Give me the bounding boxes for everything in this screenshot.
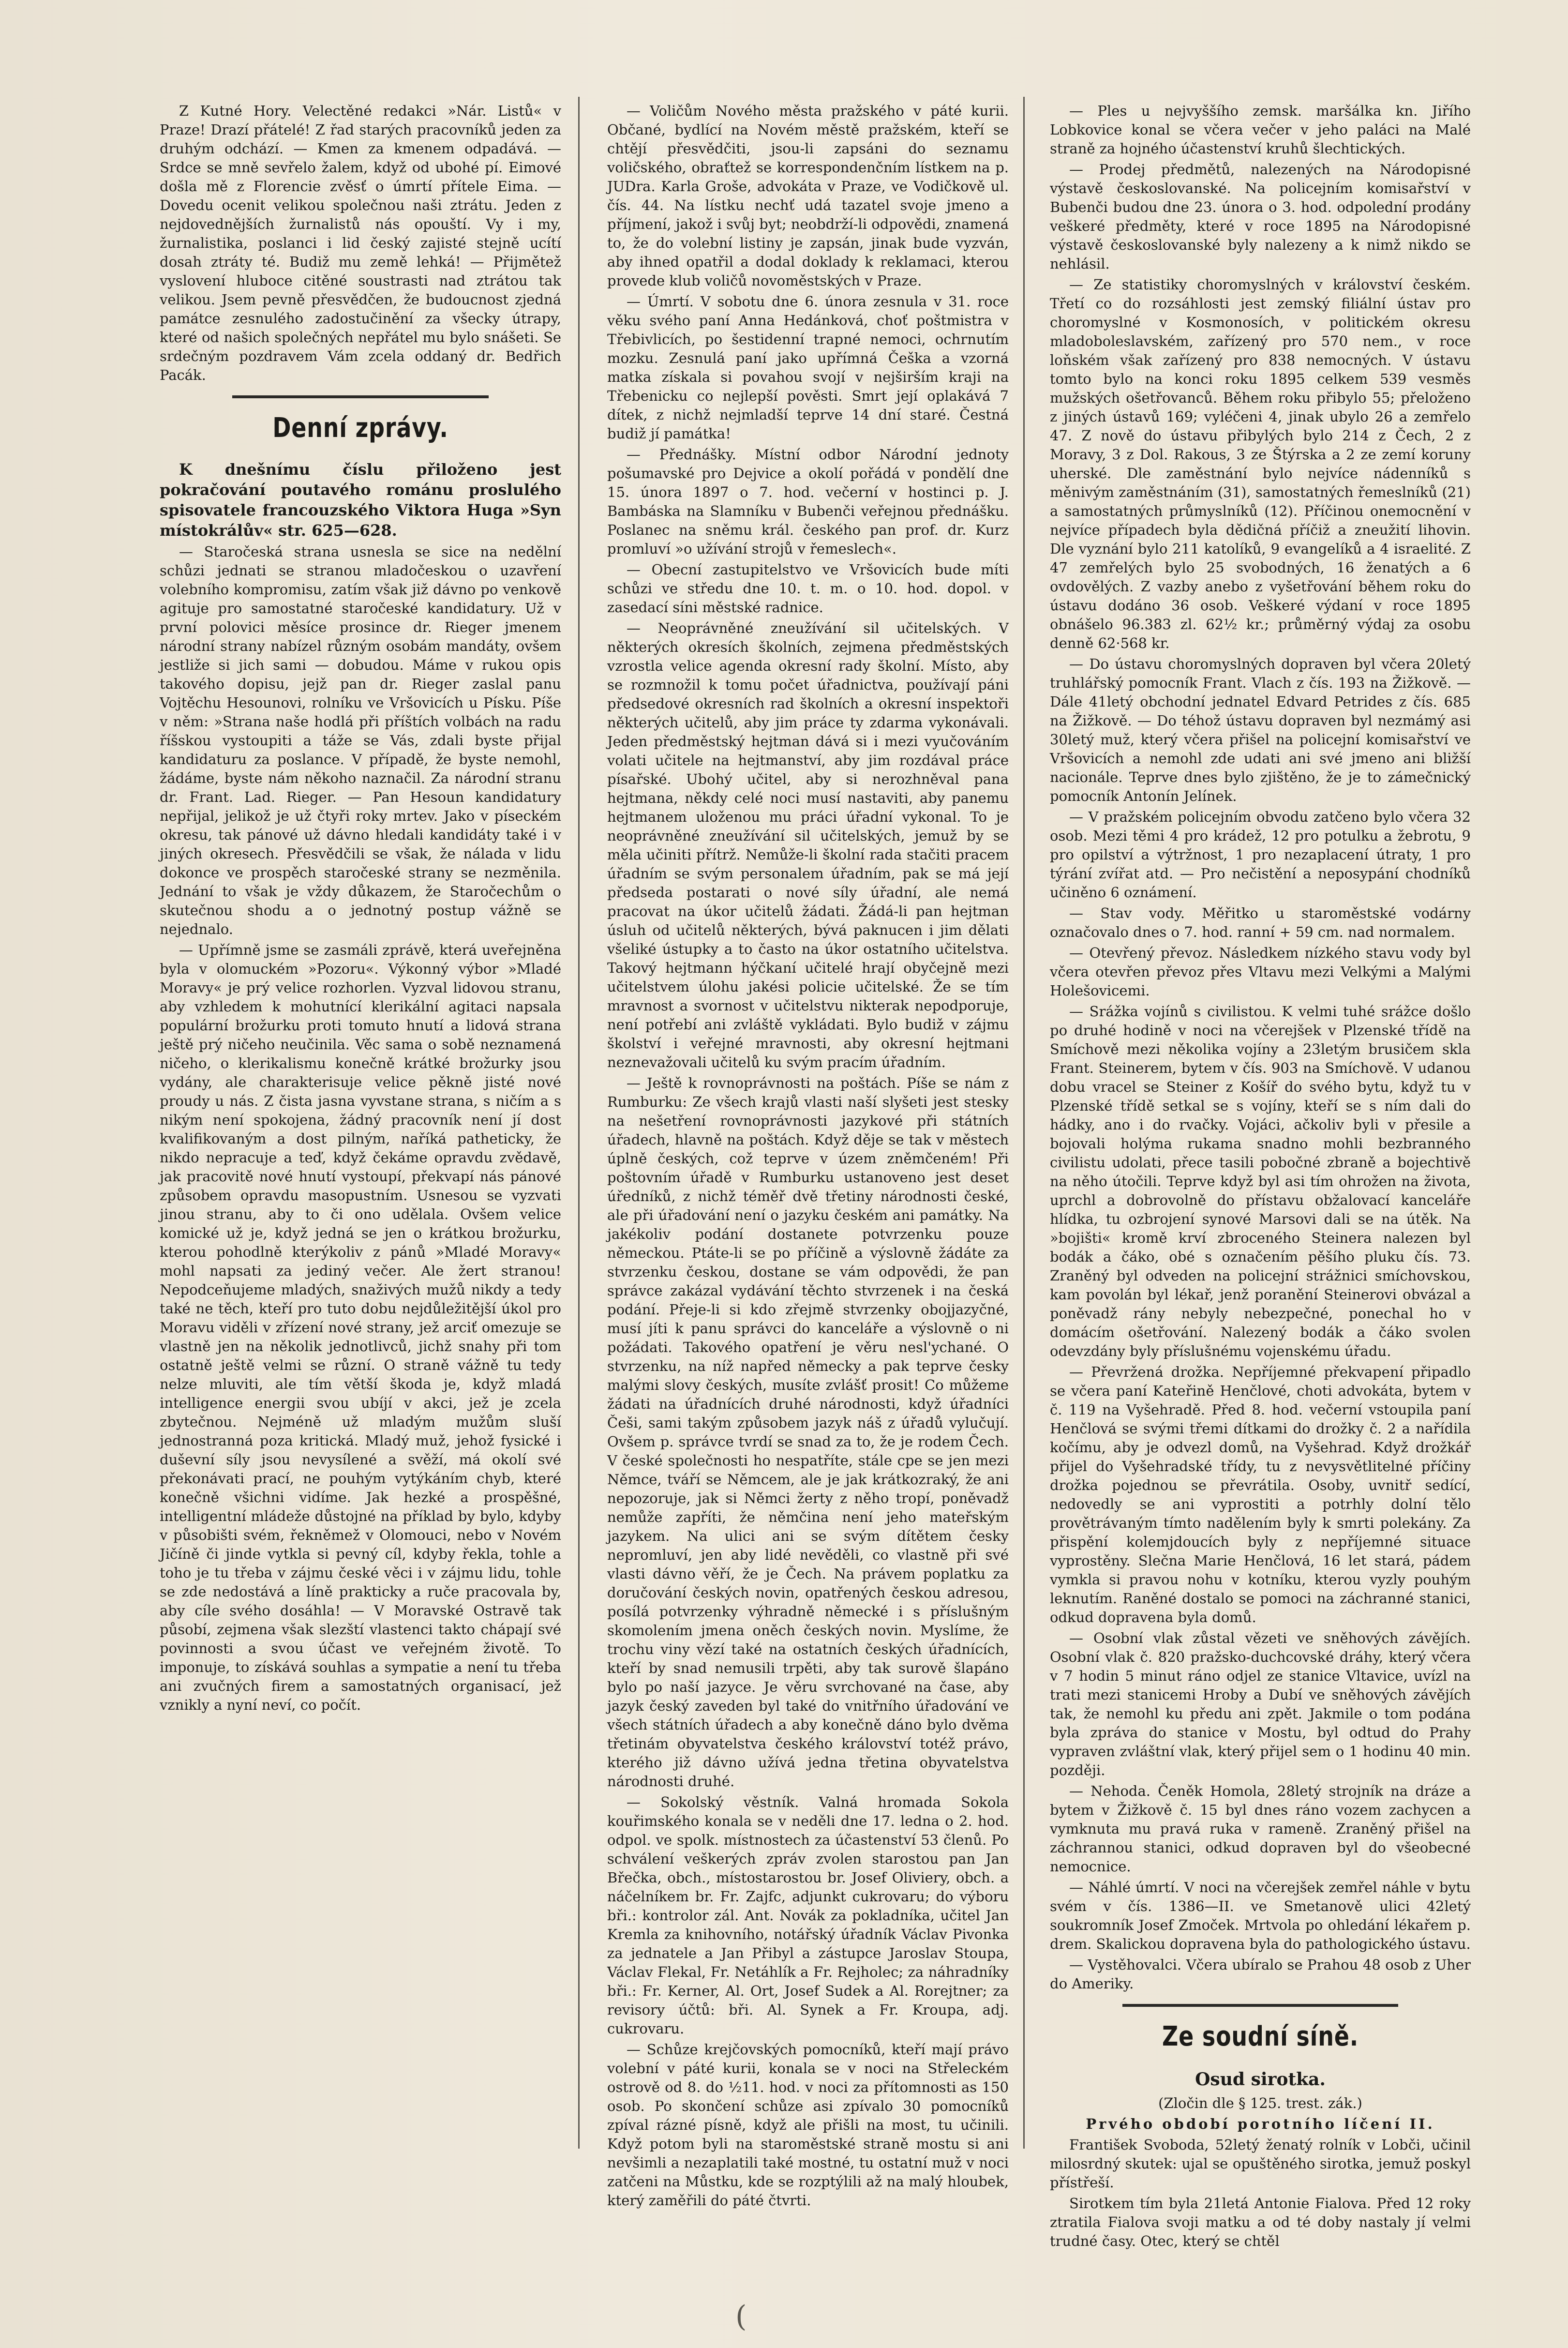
news-item: — Vystěhovalci. Včera ubíralo se Prahou 48 osob z Uher do Ameriky. xyxy=(1050,1957,1471,1992)
news-item: — Ples u nejvyššího zemsk. maršálka kn. Jiřího Lobkovice konal se včera večer v jeho paláci na Malé straně za hojného účastenství kruhů šlechtických. xyxy=(1050,103,1471,157)
news-item: — Přednášky. Místní odbor Národní jednoty pošumavské pro Dejvice a okolí pořádá v pondělí dne 15. února 1897 o 7. hod. večerní v hostinci p. J. Bambáska na Slamníku v Bubenči veřejnou přednášku. Poslanec na sněmu král. českého pan prof. dr. Kurz promluví »o užívání strojů v řemeslech«. xyxy=(607,446,1009,557)
article-title: Osud sirotka. xyxy=(1195,2069,1326,2090)
news-item: — Upřímně jsme se zasmáli zprávě, která uveřejněna byla v olomuckém »Pozoru«. Výkonný výbor »Mladé Moravy« je prý velice rozhorlen. Vyzval lidovou stranu, aby vzhledem k mohutnící klerikální agitaci napsala populární brožurku proti tomuto hnutí a lidová strana ještě prý ničeho neučinila. Věc sama o sobě neznamená ničeho, o klerikalismu konečně krátké brožurky jsou vydány, ale charakterisuje velice pěkně jisté nové proudy u nás. Z čista jasna vyvstane strana, s ničím a s nikým není spokojena, žádný pracovník není jí dost kvalifikovaným a dost pilným, naříká patheticky, že nikdo nepracuje a teď, když čekáme opravdu zvědavě, jak pracovitě nové hnutí vystoupí, překvapí nás pánové způsobem opravdu masopustním. Usnesou se vyzvati jinou stranu, aby to či ono udělala. Ovšem velice komické už je, když jedná se jen o krátkou brožurku, kterou pohodlně kterýkoliv z pánů »Mladé Moravy« mohl napsati za jediný večer. Ale žert stranou! Nepodceňujeme mladých, snaživých mužů nikdy a tedy také ne těch, kteří pro tuto dobu nejdůležitější úkol pro Moravu viděli v zřízení nové strany, jež arciť omezuje se vlastně jen na několik jednotlivců, jichž snahy při tom ostatně ještě velmi se různí. O straně vážně tu tedy nelze mluviti, ale tím větší škoda je, když mladá intelligence energii svou ubíjí v akci, jež je zcela zbytečnou. Nejméně už mladým mužům sluší jednostranná poza kritická. Mladý muž, jehož fysické i duševní síly jsou nevysílené a svěží, má okolí své překonávati prací, ne pouhým vytýkáním chyb, které konečně všichni vidíme. Jak hezké a prospěšné, intelligentní mládeže důstojné na příklad by bylo, kdyby v působišti svém, řekněmež v Olomouci, nebo v Novém Jičíně či jinde vytkla si pevný cíl, kdyby řekla, tohle a toho je tu třeba v zájmu české věci i v zájmu lidu, tohle se zde nedostává a líně prakticky a ruče pracovala by, aby cíle svého dosáhla! — V Moravské Ostravě tak působí, zejmena však slezští vlastenci takto chápají své povinnosti a svou účast ve veřejném životě. To imponuje, to získává souhlas a sympatie a není tu třeba ani zvučných firem a samostatných organisací, jež vznikly a nyní neví, co počít. xyxy=(160,942,561,1713)
article-paragraph: Sirotkem tím byla 21letá Antonie Fialova. Před 12 roky ztratila Fialova svoji matku a od té doby nastaly jí velmi trudné časy. Otec, který se chtěl xyxy=(1050,2195,1471,2249)
news-item: — Obecní zastupitelstvo ve Vršovicích bude míti schůzi ve středu dne 10. t. m. o 10. hod. dopol. v zasedací síni městské radnice. xyxy=(607,561,1009,616)
column-3 xyxy=(1050,102,1471,2249)
article-subtitle: (Zločin dle § 125. trest. zák.) xyxy=(1158,2095,1362,2111)
column-1 xyxy=(160,102,561,2153)
article-session: Prvého období porotního líčení II. xyxy=(1086,2116,1435,2132)
section-title: Ze soudní síně. xyxy=(1162,2021,1359,2052)
column-2 xyxy=(607,102,1009,2209)
news-item: — Voličům Nového města pražského v páté kurii. Občané, bydlící na Novém městě pražském, kteří se chtějí přesvědčiti, jsou-li zapsáni do seznamu voličského, obraťtež se korrespondenčním lístkem na p. JUDra. Karla Groše, advokáta v Praze, ve Vodičkově ul. čís. 44. Na lístku nechť udá tazatel svoje jmeno a příjmení, jakož i svůj byt; neobdrží-li odpovědi, znamená to, že do volební listiny je zapsán, jinak bude vyzván, aby ihned opatřil a dodal doklady k reklamaci, kterou provede klub voličů novoměstských v Praze. xyxy=(607,103,1009,289)
news-item: — Ze statistiky choromyslných v království českém. Třetí co do rozsáhlosti jest zemský filiální ústav pro choromyslné v Kosmonosích, v politickém okresu mladoboleslavském, zařízený pro 570 nem., v roce loňském však zařízený pro 838 nemocných. V ústavu tomto bylo na konci roku 1895 celkem 539 vesměs mužských ošetřovanců. Během roku přibylo 55; přeloženo z jiných ústavů 169; vyléčeni 4, jinak ubylo 26 a zemřelo 47. Z nově do ústavu přibylých bylo 214 z Čech, 2 z Moravy, 3 z Dol. Rakous, 3 ze Štýrska a 2 ze zemí koruny uherské. Dle zaměstnání bylo nejvíce nádenníků s měnivým zaměstnáním (31), samostatných řemeslníků (21) a samostatných průmyslníků (12). Příčinou onemocnění v nejvíce případech byla dědičná příčiž a zneužití lihovin. Dle vyznání bylo 211 katolíků, 9 evangelíků a 4 israelité. Z 47 zemřelých bylo 25 svobodných, 16 ženatých a 6 ovdovělých. Z vazby anebo z vyšetřování během roku do ústavu dodáno 36 osob. Veškeré výdaní v roce 1895 obnášelo 96.383 zl. 62½ kr.; průměrný výdaj za osobu denně 62·568 kr. xyxy=(1050,276,1471,651)
margin-mark: ( xyxy=(735,2300,747,2333)
news-item: — Převržená drožka. Nepříjemné překvapení připadlo se včera paní Kateřině Henčlové, choti advokáta, bytem v č. 119 na Vyšehradě. Před 8. hod. večerní vstoupila paní Henčlová se svými třemi dítkami do drožky č. 2 a nařídila kočímu, aby je odvezl domů, na Vyšehrad. Když drožkář přijel do Vyšehradské třídy, tu z nevysvětlitelné příčiny drožka pojednou se převrátila. Osoby, uvnitř sedící, nedovedly se ani vyprostiti a potrhly dolní tělo provětrávaným tímto nadělením byly k smrti polekány. Za přispění kolemjdoucích byly z nepříjemné situace vyprostěny. Slečna Marie Henčlová, 16 let stará, pádem vymkla si pravou nohu v kotníku, kterou vyzly pouhým leknutím. Raněné dostalo se pomoci na záchranné stanici, odkud dopravena byla domů. xyxy=(1050,1364,1471,1626)
section-divider xyxy=(232,395,489,398)
news-item: — Do ústavu choromyslných dopraven byl včera 20letý truhlářský pomocník Frant. Vlach z čís. 193 na Žižkově. — Dále 41letý obchodní jednatel Edvard Petrides z čís. 685 na Žižkově. — Do téhož ústavu dopraven byl nezmámý asi 30letý muž, který včera přišel na policejní komisařství ve Vršovicích a nemohl zde udati ani své jmeno ani bližší nacionále. Teprve dnes bylo zjištěno, že je to zámečnický pomocník Antonín Jelínek. xyxy=(1050,656,1471,804)
supplement-notice: K dnešnímu číslu přiloženo jest pokračování poutavého románu proslulého spisovatele francouzského Viktora Huga »Syn místokrálův« str. 625—628. xyxy=(160,460,561,540)
article-paragraph: František Svoboda, 52letý ženatý rolník v Lobči, učinil milosrdný skutek: ujal se opuštěného sirotka, jemuž poskyl přístřeší. xyxy=(1050,2137,1471,2191)
news-item: — Osobní vlak zůstal vězeti ve sněhových závějích. Osobní vlak č. 820 pražsko-duchcovské dráhy, který včera v 7 hodin 5 minut ráno odjel ze stanice Vltavice, uvízl na trati mezi stanicemi Hroby a Dubí ve sněhových závějích tak, že nemohl ku předu ani zpět. Jakmile o tom podána byla zpráva do stanice v Mostu, byl odtud do Prahy vypraven zvláštní vlak, který přijel sem o 1 hodinu 40 min. později. xyxy=(1050,1630,1471,1778)
news-item: — Stav vody. Měřitko u staroměstské vodárny označovalo dnes o 7. hod. ranní + 59 cm. nad normalem. xyxy=(1050,905,1471,940)
news-item: — Sokolský věstník. Valná hromada Sokola kouřimského konala se v neděli dne 17. ledna o 2. hod. odpol. ve spolk. místnostech za účastenství 53 členů. Po schválení veškerých zpráv zvolen starostou pan Jan Břečka, obch., místostarostou br. Josef Oliviery, obch. a náčelníkem br. Fr. Zajfc, adjunkt cukrovaru; do výboru bři.: kontrolor zál. Ant. Novák za pokladníka, učitel Jan Kremla za knihovního, notářský úřadník Václav Pivonka za jednatele a Jan Přibyl a zástupce Jaroslav Stoupa, Václav Flekal, Fr. Netáhlík a Fr. Rejholec; za náhradníky bři.: Fr. Kerner, Al. Ort, Josef Sudek a Al. Rorejtner; za revisory účtů: bři. Al. Synek a Fr. Kroupa, adj. cukrovaru. xyxy=(607,1794,1009,2037)
news-item: — V pražském policejním obvodu zatčeno bylo včera 32 osob. Mezi těmi 4 pro krádež, 12 pro potulku a žebrotu, 9 pro opilství a výtržnost, 1 pro nezaplacení útraty, 1 pro týrání zvířat atd. — Pro nečistění a neposypání chodníků učiněno 6 oznámení. xyxy=(1050,809,1471,901)
news-item: — Otevřený převoz. Následkem nízkého stavu vody byl včera otevřen převoz přes Vltavu mezi Velkými a Malými Holešovicemi. xyxy=(1050,945,1471,999)
section-title: Denní zprávy. xyxy=(272,412,448,444)
letter-kutna-hora: Z Kutné Hory. Velectěné redakci »Nár. Listů« v Praze! Drazí přátelé! Z řad starých pracovníků jeden za druhým odchází. — Kmen za kmenem odpadává. — Srdce se mně sevřelo žalem, když od ubohé pí. Eimové došla mě z Florencie zvěsť o úmrtí přítele Eima. — Dovedu ocenit velikou společnou naši ztrátu. Jeden z nejdovednějších žurnalistů nás opouští. Vy i my, žurnalistika, poslanci i lid český zajisté stejně ucítí dosah ztráty té. Budiž mu země lehká! — Přijmětež vyslovení hluboce citěné soustrasti nad ztrátou tak velikou. Jsem pevně přesvědčen, že budoucnost zjedná památce zesnulého zadostučinění za všecky útrapy, které od našich společných nepřátel mu bylo snášeti. Se srdečným pozdravem Vám zcela oddaný dr. Bedřich Pacák. xyxy=(160,103,561,383)
news-item: — Náhlé úmrtí. V noci na včerejšek zemřel náhle v bytu svém v čís. 1386—II. ve Smetanově ulici 42letý soukromník Josef Zmoček. Mrtvola po ohledání lékařem p. drem. Skalickou dopravena byla do pathologického ústavu. xyxy=(1050,1879,1471,1952)
news-item: — Schůze krejčovských pomocníků, kteří mají právo volební v páté kurii, konala se v noci na Střeleckém ostrově od 8. do ½11. hod. v noci za přítomnosti as 150 osob. Po skončení schůze asi zpívalo 30 pomocníků zpíval rázné písně, když ale přišli na most, tu učinili. Když potom byli na staroměstské straně mostu si ani nevšimli a nezaplatili také mostné, tu ostatní muž v noci zatčeni na Můstku, kde se rozptýlili až na malý hloubek, který zaměřili do páté čtvrti. xyxy=(607,2041,1009,2209)
news-item: — Úmrtí. V sobotu dne 6. února zesnula v 31. roce věku svého paní Anna Hedánková, choť poštmistra v Třebivlicích, po šestidenní trapné nemoci, ochrnutím mozku. Zesnulá paní jako upřímná Češka a vzorná matka získala si povahou svojí v nejširším kraji na Třebenicku co nejlepší pověsti. Smrt její oplakává 7 dítek, z nichž nejmladší teprve 14 dní staré. Čestná budiž jí památka! xyxy=(607,293,1009,442)
column-rule xyxy=(578,97,580,2149)
news-item: — Ještě k rovnoprávnosti na poštách. Píše se nám z Rumburku: Ze všech krajů vlasti naší slyšeti jest stesky na nešetření rovnoprávnosti jazykové při státních úřadech, hlavně na poštách. Když děje se tak v městech úplně českých, což teprve v územ zněmčeném! Při poštovním úřadě v Rumburku ustanoveno jest deset úředníků, z nichž téměř dvě třetiny národnosti české, ale při úřadování není o jazyku českém ani památky. Na jakékoliv podání dostanete potvrzenku pouze německou. Ptáte-li se po příčině a výslovně žádáte za stvrzenku českou, dostane se vám odpovědi, že pan správce zakázal vydávání těchto stvrzenek i na česká podání. Přeje-li si kdo zřejmě stvrzenky obojjazyčné, musí jíti k panu správci do kanceláře a výslovně o ni požádati. Takového opatření je věru nesl'ychané. O stvrzenku, na níž napřed německy a pak teprve česky malými slovy českých, musíte zvlášť prosit! Co můžeme žádati na úřadnících druhé národnosti, když úřadníci Češi, sami takým způsobem jazyk náš z úřadů vylučují. Ovšem p. správce tvrdí se snad za to, že je rodem Čech. V české společnosti ho nespatříte, stále cpe se jen mezi Němce, tváří se Němcem, ale je jak krátkozraký, že ani nepozoruje, jak si Němci žerty z něho tropí, poněvadž nemůže zapříti, že němčina není jeho mateřským jazykem. Na ulici ani se svým dítětem česky nepromluví, jen aby lidé nevěděli, co vlastně při své vlasti dávno věří, že je Čech. Na právem poplatku za doručování českých novin, opatřených českou adresou, posílá potvrzenky výhradně německé i s příslušným skomolením jmena oněch českých novin. Myslíme, že trochu viny vězí také na ostatních českých úřadnících, kteří by snad nemusili trpěti, aby tak surově šlapáno bylo po naší jazyce. Je věru svrchované na čase, aby jazyk český zaveden byl také do vnitřního úřadování ve všech státních úřadech a aby konečně dáno bylo dvěma třetinám obyvatelstva českého království totéž právo, kterého již dávno užívá jedna třetina obyvatelstva národnosti druhé. xyxy=(607,1075,1009,1790)
news-item: — Srážka vojínů s civilistou. K velmi tuhé srážce došlo po druhé hodině v noci na včerejšek v Plzenské třídě na Smíchově mezi několika vojíny a 23letým brusičem skla Frant. Steinerem, bytem v čís. 903 na Smíchově. V udanou dobu vracel se Steiner z Košíř do svého bytu, když tu v Plzenské třídě setkal se s vojíny, kteří se s ním dali do hádky, ano i do rvačky. Vojáci, ačkoliv byli v přesile a bojovali holýma rukama snadno mohli bezbranného civilistu udolati, přece tasili pobočné zbraně a bojechtivě na něho útočili. Teprve když byl asi tím ohrožen na života, uprchl a dobrovolně do přístavu obžalovací kanceláře hlídka, tu ozbrojení synové Marsovi dali se na útěk. Na »bojišti« kromě krví zbroceného Steinera nalezen byl bodák a čáko, obé s označením pěšího pluku čís. 73. Zraněný byl odveden na policejní strážnici smíchovskou, kam povolán byl lékař, jenž poranění Steinerovi obvázal a poněvadž rány nebyly nebezpečné, ponechal ho v domácím ošetřování. Nalezený bodák a čáko svolen odevzdány byly příslušnému vojenskému úřadu. xyxy=(1050,1003,1471,1359)
news-item: — Prodej předmětů, nalezených na Národopisné výstavě českoslovanské. Na policejním komisařství v Bubenči budou dne 23. února o 3. hod. odpolední prodány veškeré předměty, které v roce 1895 na Národopisné výstavě českoslovanské byly nalezeny a k nimž nikdo se nehlásil. xyxy=(1050,161,1471,272)
news-item: — Staročeská strana usnesla se sice na nedělní schůzi jednati se stranou mladočeskou o uzavření volebního kompromisu, zatím však již dávno po venkově agituje pro samostatné staročeské kandidatury. Už v první polovici měsíce prosince dr. Rieger jmenem národní strany nabízel různým osobám mandáty, ovšem jestliže si jich sami — dobudou. Máme v rukou opis takového dopisu, jejž pan dr. Rieger zaslal panu Vojtěchu Hesounovi, rolníku ve Vršovicích u Písku. Píše v něm: »Strana naše hodlá při příštích volbách na radu říšskou vystoupiti a táže se Vás, zdali byste přijal kandidaturu za poslance. V případě, že byste nemohl, žádáme, byste nám někoho naznačil. Za národní stranu dr. Frant. Lad. Rieger. — Pan Hesoun kandidatury nepřijal, jelikož je už čtyři roky mrtev. Jako v píseckém okresu, tak pánové už dávno hledali kandidáty také i v jiných okresech. Přesvědčili se však, že nálada v lidu dokonce ve prospěch staročeské strany se nezměnila. Jednání to však je vždy důkazem, že Staročechům o skutečnou shodu a o jednotný postup vážně se nejednalo. xyxy=(160,543,561,937)
section-divider xyxy=(1122,2004,1398,2007)
column-rule xyxy=(1023,97,1025,2149)
news-item: — Neoprávněné zneužívání sil učitelských. V některých okresích školních, zejmena předměstských vzrostla velice agenda okresní rady školní. Místo, aby se rozmnožil k tomu počet úřadnictva, používají páni předsedové okresních rad školních a okresní inspektoři některých učitelů, aby jim práce ty zdarma vykonávali. Jeden předměstský hejtman dává si i mezi vyučováním volati učitele na hejtmanství, aby jim rozdával práce písařské. Ubohý učitel, aby si nerozhněval pana hejtmana, někdy celé noci musí nastaviti, aby panemu hejtmanem uloženou mu práci úřadní vykonal. To je neoprávněné zneužívání sil učitelských, jemuž by se měla učiniti přítrž. Nemůže-li školní rada stačiti pracem úřadním se svým personalem úřadním, pak se má její předseda postarati o nové síly úřadní, ale nemá pracovat na úkor učitelů žádati. Žádá-li pan hejtman úsluh od učitelů některých, bývá paknucen i jim dělati všeliké ústupky a to často na úkor ostatního učitelstva. Takový hejtmann hýčkaní učitelé hrají obyčejně mezi učitelstvem úlohu jakési policie učitelské. Že se tím mravnost a svornost v učitelstvu nikterak nepodporuje, není potřebí ani zvláště vykládati. Bylo budiž v zájmu školství i veřejné mravnosti, aby okresní hejtmani neznevažovali učitelů ku svým pracím úřadním. xyxy=(607,620,1009,1070)
news-item: — Nehoda. Čeněk Homola, 28letý strojník na dráze a bytem v Žižkově č. 15 byl dnes ráno vozem zachycen a vymknuta mu pravá ruka v rameně. Zraněný přišel na záchrannou stanici, odkud dopraven byl do všeobecné nemocnice. xyxy=(1050,1783,1471,1875)
